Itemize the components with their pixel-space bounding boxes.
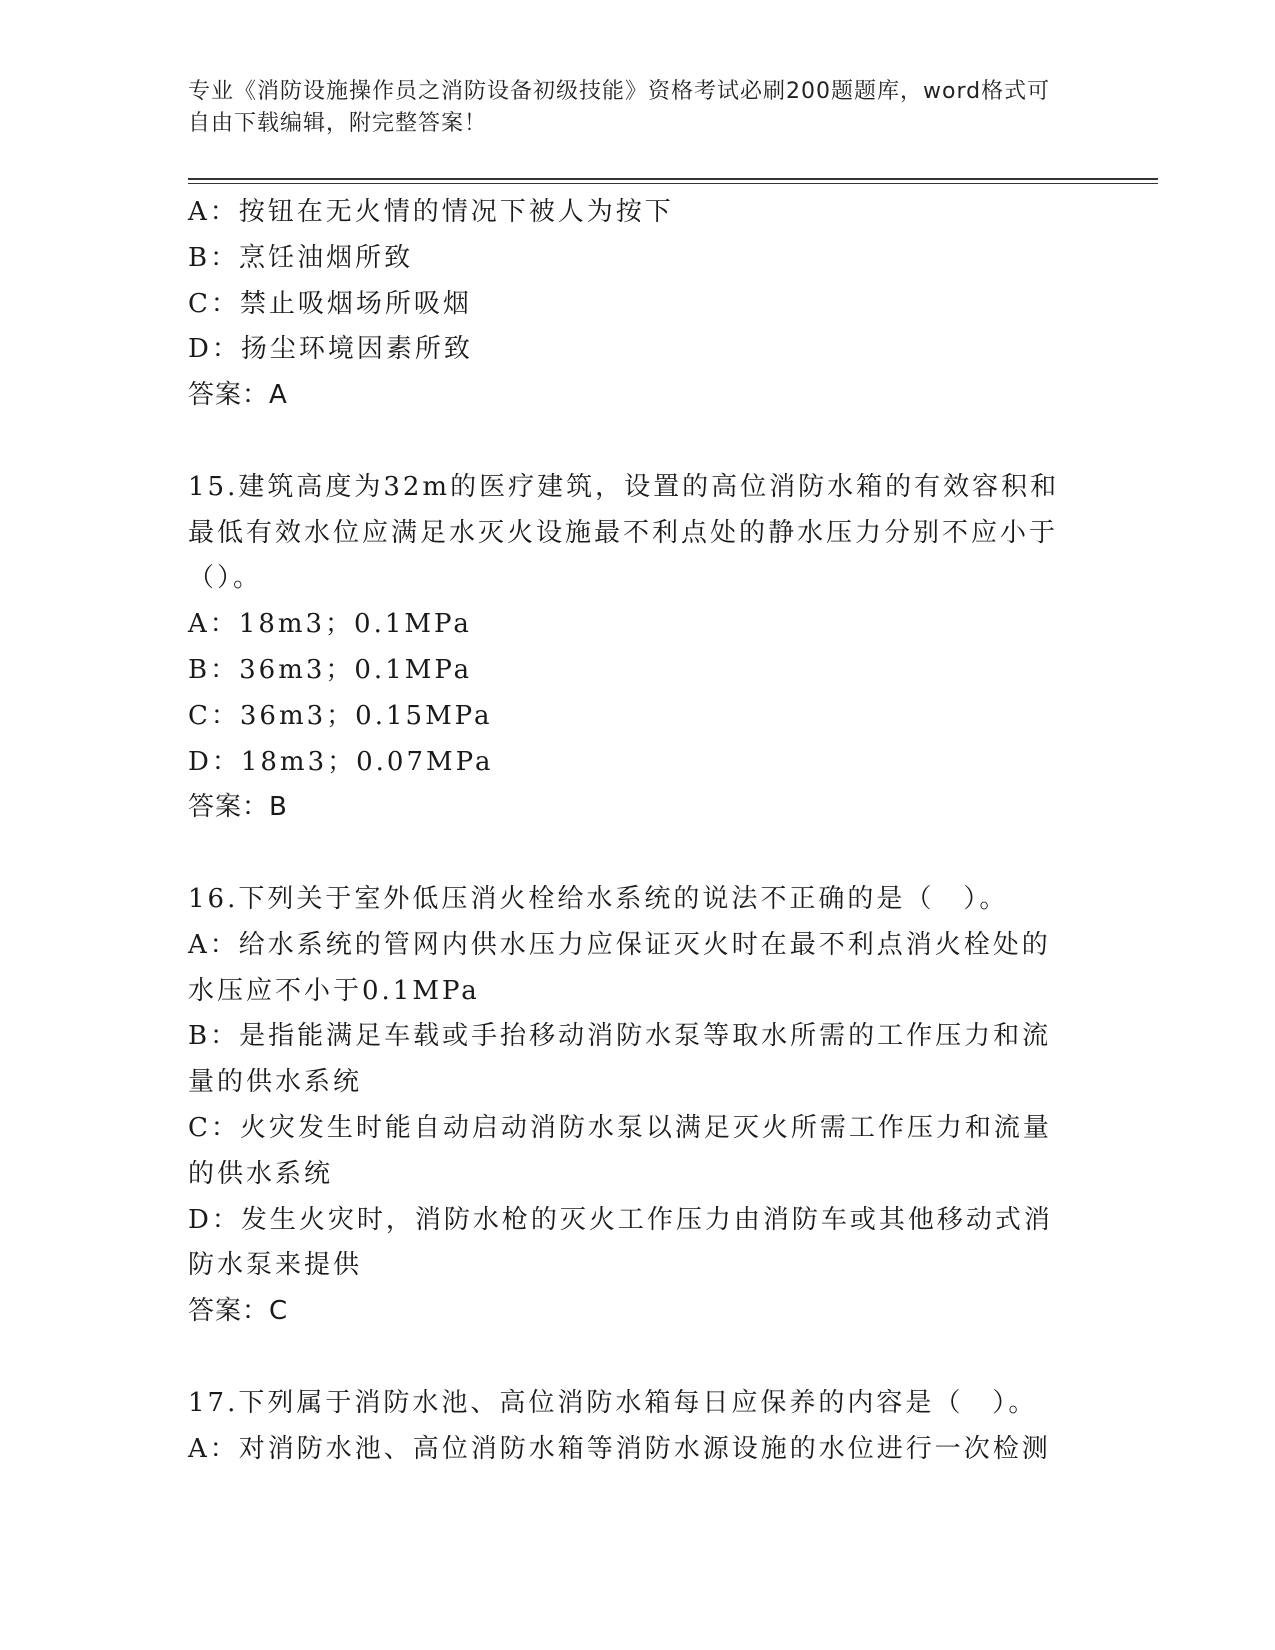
question-14 bbox=[188, 190, 1078, 419]
option-c: C：火灾发生时能自动启动消防水泵以满足灭火所需工作压力和流量的供水系统 bbox=[188, 1112, 1052, 1189]
question-stem: 16.下列关于室外低压消火栓给水系统的说法不正确的是（ ）。 bbox=[188, 883, 1009, 914]
option-c: C：36m3；0.15MPa bbox=[188, 700, 493, 731]
option-d: D：发生火灾时，消防水枪的灭火工作压力由消防车或其他移动式消防水泵来提供 bbox=[188, 1204, 1053, 1281]
option-b: B：是指能满足车载或手抬移动消防水泵等取水所需的工作压力和流量的供水系统 bbox=[188, 1021, 1052, 1098]
option-c: C：禁止吸烟场所吸烟 bbox=[188, 288, 472, 319]
answer: 答案：B bbox=[188, 792, 288, 823]
option-a: A：按钮在无火情的情况下被人为按下 bbox=[188, 197, 674, 227]
option-b: B：36m3；0.1MPa bbox=[188, 654, 473, 685]
spacer bbox=[188, 1335, 1078, 1381]
option-b: B：烹饪油烟所致 bbox=[188, 242, 414, 273]
option-a: A：18m3；0.1MPa bbox=[188, 609, 472, 640]
option-d: D：扬尘环境因素所致 bbox=[188, 334, 473, 365]
question-17 bbox=[188, 1381, 1078, 1473]
option-a: A：对消防水池、高位消防水箱等消防水源设施的水位进行一次检测 bbox=[188, 1433, 1051, 1464]
header-divider-thin bbox=[188, 183, 1158, 184]
question-stem: 15.建筑高度为32m的医疗建筑，设置的高位消防水箱的有效容积和最低有效水位应满足水灭火设施最不利点处的静水压力分别不应小于（）。 bbox=[188, 471, 1060, 594]
question-stem: 17.下列属于消防水池、高位消防水箱每日应保养的内容是（ ）。 bbox=[188, 1387, 1038, 1418]
spacer bbox=[188, 419, 1078, 465]
question-16 bbox=[188, 877, 1078, 1335]
option-d: D：18m3；0.07MPa bbox=[188, 746, 494, 777]
question-content bbox=[188, 190, 1078, 1472]
question-15 bbox=[188, 465, 1078, 831]
answer: 答案：C bbox=[188, 1296, 289, 1327]
answer: 答案：A bbox=[188, 380, 288, 411]
option-a: A：给水系统的管网内供水压力应保证灭火时在最不利点消火栓处的水压应不小于0.1MPa bbox=[188, 929, 1051, 1006]
spacer bbox=[188, 831, 1078, 877]
header-divider-thick bbox=[188, 178, 1158, 180]
document-header: 专业《消防设施操作员之消防设备初级技能》资格考试必刷200题题库，word格式可自由下载编辑，附完整答案！ bbox=[188, 79, 1051, 136]
